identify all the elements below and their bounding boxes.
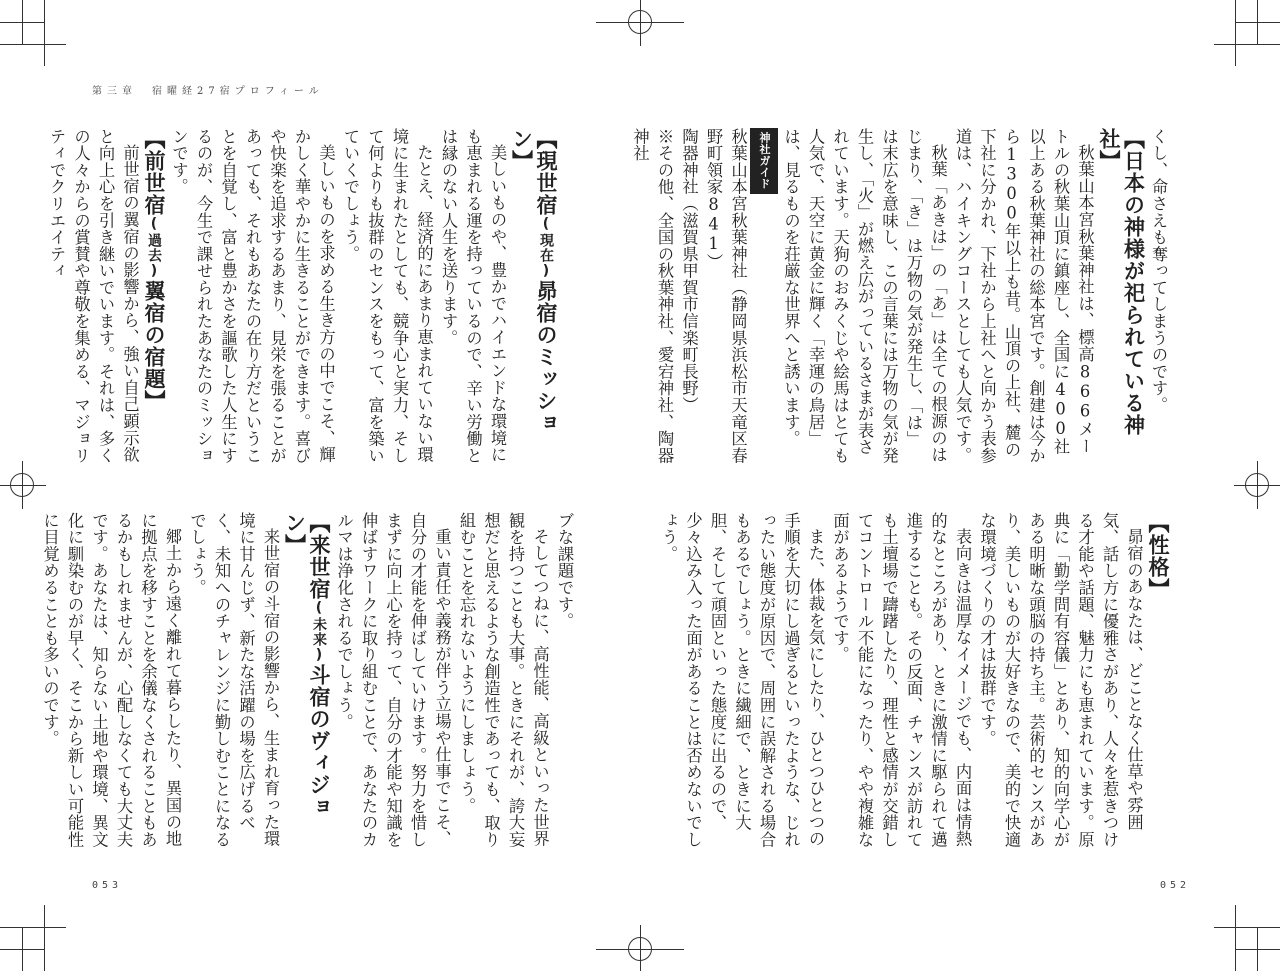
guide-line-2: 陶器神社（滋賀県甲賀市信楽町長野） [679,128,699,414]
guide-line-3: ※その他、全国の秋葉神社、愛宕神社、陶器神社 [630,128,674,464]
shrine-paragraph-1: 秋葉山本宮秋葉神社は、標高866メートルの秋葉山頂に鎮座し、全国に400社以上ある秋葉神社の総本宮です。創建は今から1300年以上も昔。山頂の上社、麓の下社に分かれ、下社から上社へと向かう表参道は、ハイキングコースとしても人気です。 [953,128,1095,464]
intro-tail: くし、命さえも奪ってしまうのです。 [1149,128,1168,414]
left-bottom-column [40,512,576,848]
mission-heading-sub: (現在) [538,216,554,280]
past-paragraph-2: そしてつねに、高性能、高級といった世界観を持つことも大事。ときにそれが、誇大妄想だと思えるような創造性であっても、取り組むことを忘れないようにしましょう。 [457,512,550,848]
future-paragraph-2: 郷土から遠く離れて暮らしたり、異国の地に拠点を移すことを余儀なくされることもあるかもしれませんが、心配しなくても大丈夫です。あなたは、知らない土地や環境、異文化に馴染むのが早く、そこから新しい可能性に目覚めることも多いのです。 [40,512,182,848]
running-header: 第三章 宿曜経27宿プロフィール [92,86,324,97]
right-top-column [630,128,1170,464]
mission-paragraph-3: 美しいものを求める生き方の中でこそ、輝かしく華やかに生きることができます。喜びや快楽を追求するあまり、見栄を張ることがあっても、それもあなたの在り方だということを自覚し、富と豊かさを謳歌した人生にするのが、今生で課せられたあなたのミッションです。 [169,128,336,464]
shrine-heading: 【日本の神様が祀られている神社】 [1097,128,1146,436]
guide-label: 神社ガイド [750,128,779,194]
mission-heading-tail: 昴宿のミッション】 [509,128,558,434]
future-paragraph-1: 来世宿の斗宿の影響から、生まれ育った環境に甘んじず、新たな活躍の場を広げるべく、未知へのチャレンジに勤しむことになるでしょう。 [187,512,280,848]
mission-heading [509,128,558,464]
future-heading-main: 【来世宿 [307,512,331,600]
left-top-column [47,128,558,464]
past-tail: ブな課題です。 [555,512,574,630]
mission-heading-main: 【現世宿 [534,128,558,216]
future-heading-tail: 斗宿のヴィジョン】 [282,512,331,818]
mission-paragraph-1: 美しいものや、豊かでハイエンドな環境にも恵まれる運を持っているので、辛い労働とは縁のない人生を送ります。 [439,128,507,464]
past-paragraph-3: 重い責任や義務が伴う立場や仕事でこそ、自分の才能を伸ばしていけます。努力を惜しまずに向上心を持って、自分の才能や知識を伸ばすワークに取り組むことで、あなたのカルマは浄化されるでしょう。 [334,512,452,848]
future-heading-sub: (未来) [311,600,327,664]
past-heading-tail: 翼宿の宿題】 [142,280,166,412]
past-heading [142,128,167,464]
personality-paragraph-1: 昴宿のあなたは、どことなく仕草や雰囲気、話し方に優雅さがあり、人々を惹きつける才能や話題、魅力にも恵まれています。原典に「勤学問有容儀」とあり、知的向学心がある明晰な頭脳の持ち主。芸術的センスがあり、美しいものが大好きなので、美的で快適な環境づくりの才は抜群です。 [977,512,1144,848]
future-heading [282,512,331,848]
past-heading-main: 【前世宿 [142,128,166,216]
shrine-guide-badge [750,128,779,464]
past-paragraph-1: 前世宿の翼宿の影響から、強い自己顕示欲と向上心を引き継いでいます。それは、多くの人々からの賞賛や尊敬を集める、マジョリティでクリエイティ [47,128,140,464]
page-number-left: 053 [92,880,123,891]
guide-line-1: 秋葉山本宮秋葉神社（静岡県浜松市天竜区春野町領家841） [704,128,748,464]
right-bottom-column [659,512,1170,848]
mission-paragraph-2: たとえ、経済的にあまり恵まれていない環境に生まれたとしても、競争心と実力、そして何よりも抜群のセンスをもって、富を築いていくでしょう。 [341,128,434,464]
personality-paragraph-3: また、体裁を気にしたり、ひとつひとつの手順を大切にし過ぎるといったような、じれったい態度が原因で、周囲に誤解される場合もあるでしょう。ときに繊細で、ときに大胆、そして頑固といった態度に出るので、少々込み入った面があることは否めないでしょう。 [659,512,825,848]
personality-paragraph-2: 表向きは温厚なイメージでも、内面は情熱的なところがあり、ときに激情に駆られて邁進することも。その反面、チャンスが訪れても土壇場で躊躇したり、理性と感情が交錯してコントロール不能になったり、やや複雑な面があるようです。 [830,512,972,848]
page-number-right: 052 [1160,880,1191,891]
personality-heading: 【性格】 [1146,512,1170,600]
shrine-paragraph-2: 秋葉「あきは」の「あ」は全ての根源のはじまり、「き」は万物の気が発生し、「は」は末広を意味し、この言葉には万物の気が発生し、「火」が燃え広がっているさまが表されています。天狗のおみくじや絵馬はとても人気で、天空に黄金に輝く「幸運の鳥居」は、見るものを荘厳な世界へと誘います。 [781,128,948,464]
past-heading-sub: (過去) [146,216,162,280]
